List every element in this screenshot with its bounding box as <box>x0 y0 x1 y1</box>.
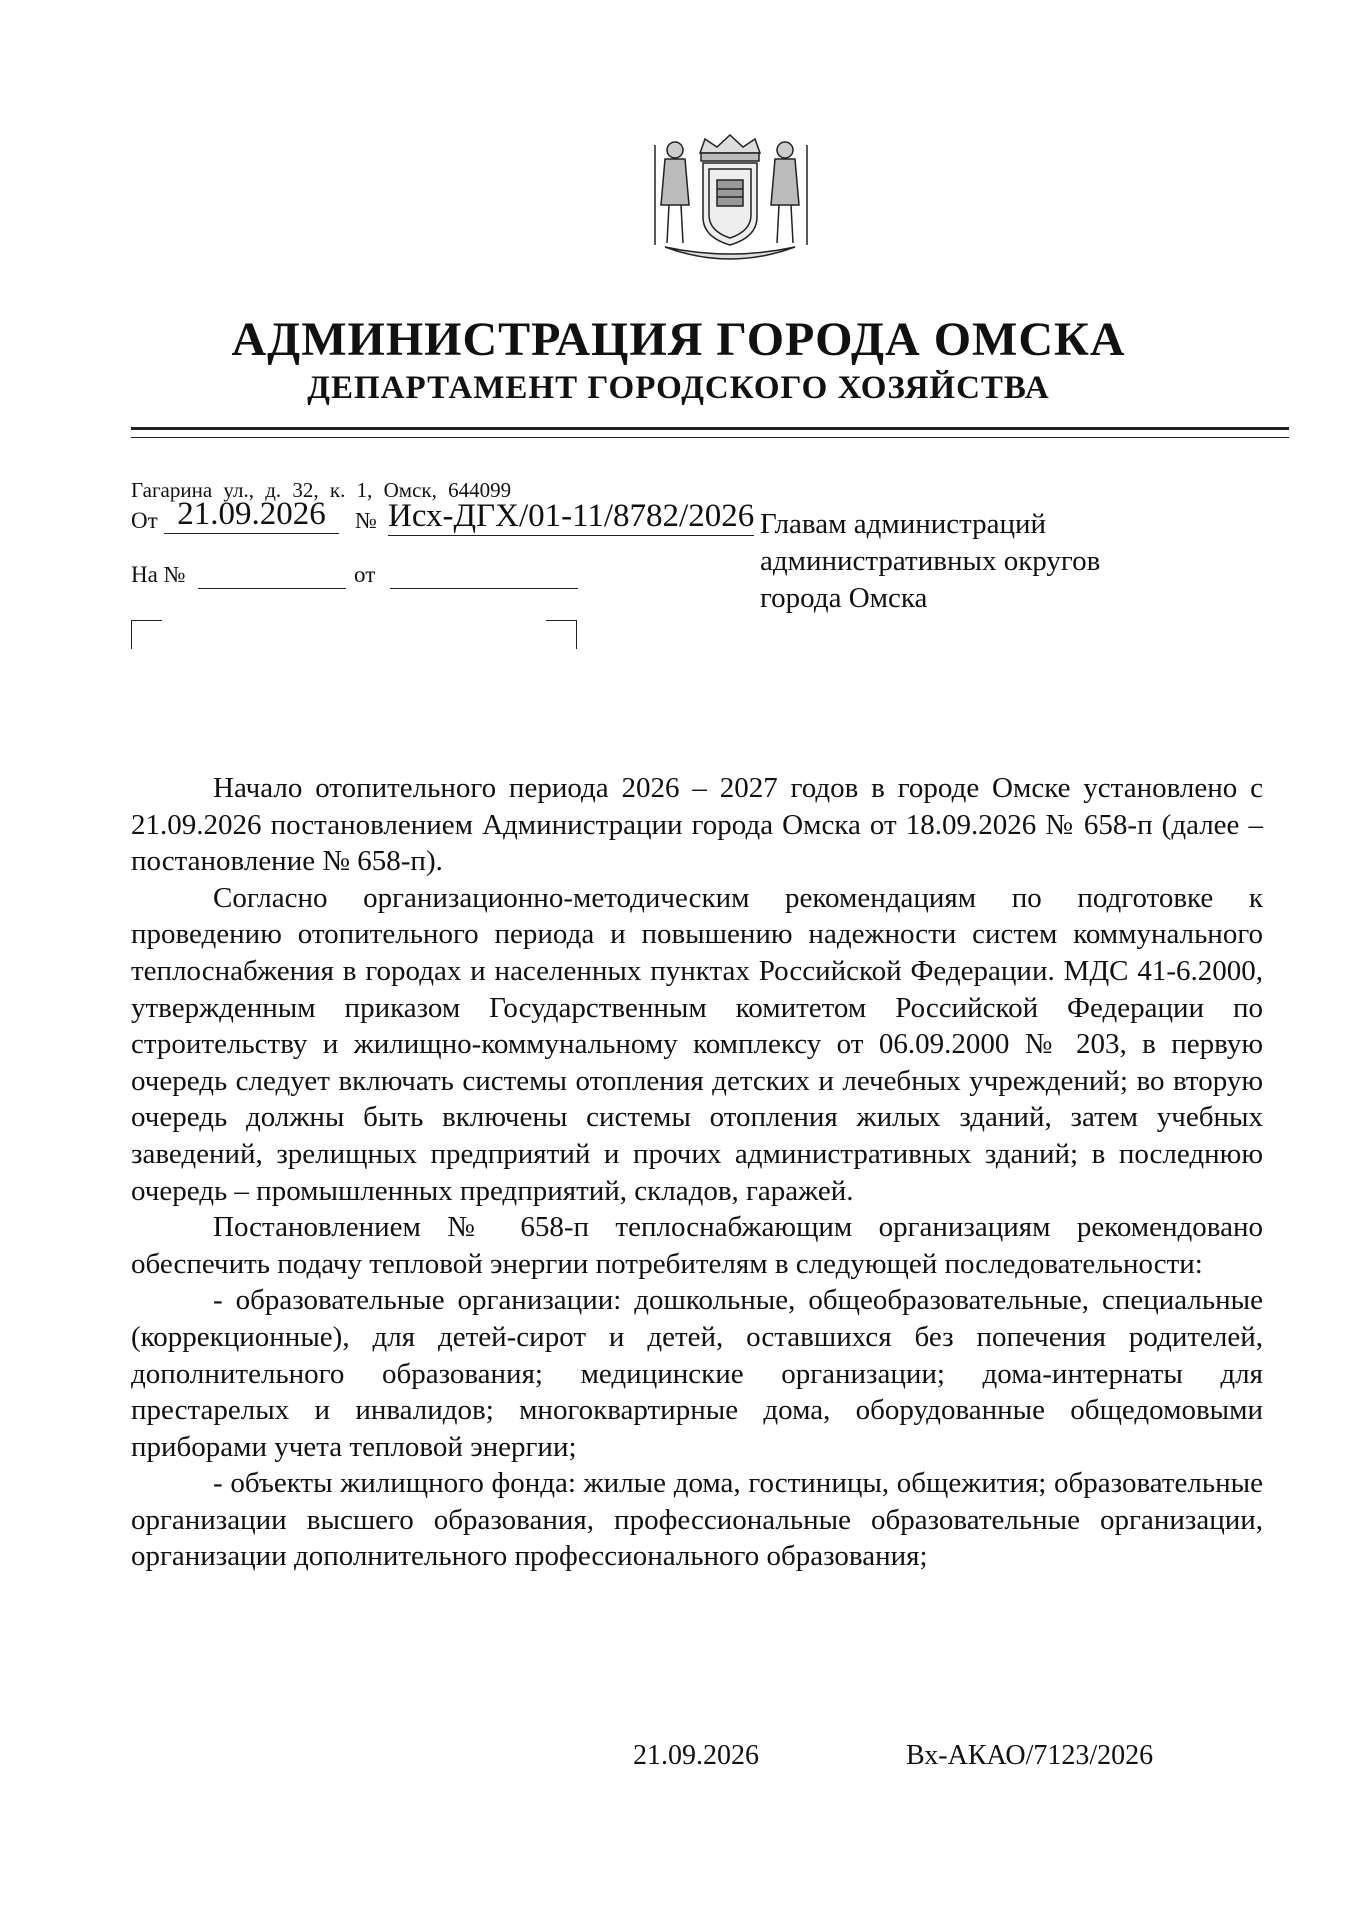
organization-title: АДМИНИСТРАЦИЯ ГОРОДА ОМСКА <box>231 313 1126 366</box>
body-paragraph: Постановлением № 658-п теплоснабжающим организациям рекомендовано обеспечить подачу тепловой энергии потребителям в следующей последовательности: <box>131 1211 1263 1280</box>
addressee-line: Главам администраций <box>760 508 1047 540</box>
incoming-number: Вх-АКАО/7123/2026 <box>906 1740 1154 1771</box>
from-label: От <box>131 508 158 533</box>
number-sign: № <box>355 508 377 533</box>
city-coat-of-arms-emblem <box>625 125 835 275</box>
reply-from-label: от <box>354 562 376 587</box>
reply-date-blank <box>390 562 578 589</box>
header-rule-thin <box>131 437 1289 438</box>
letter-body <box>131 770 1263 1575</box>
addressee-line: административных округов <box>760 545 1101 577</box>
incoming-date: 21.09.2026 <box>633 1740 759 1771</box>
body-list-item: - объекты жилищного фонда: жилые дома, гостиницы, общежития; образовательные организации высшего образования, профессиональные образовательные организации, организации дополнительного профессионального образования; <box>131 1467 1263 1573</box>
reply-number-blank <box>198 562 346 589</box>
corner-mark-right <box>546 620 577 649</box>
header-rule-thick <box>131 427 1289 430</box>
department-address: Гагарина ул., д. 32, к. 1, Омск, 644099 <box>131 478 512 502</box>
outgoing-number: Исх-ДГХ/01-11/8782/2026 <box>388 498 755 534</box>
body-list-item: - образовательные организации: дошкольные, общеобразовательные, специальные (коррекционные), для детей-сирот и детей, оставшихся без попечения родителей, дополнительного образования; медицинские организации; дома-интернаты для престарелых и инвалидов; многоквартирные дома, оборудованные общедомовыми приборами учета тепловой энергии; <box>131 1284 1263 1463</box>
body-paragraph: Согласно организационно-методическим рекомендациям по подготовке к проведению отопительного периода и повышению надежности систем коммунального теплоснабжения в городах и населенных пунктах Российской Федерации. МДС 41-6.2000, утвержденным приказом Государственным комитетом Российской Федерации по строительству и жилищно-коммунальному комплексу от 06.09.2000 № 203, в первую очередь следует включать системы отопления детских и лечебных учреждений; во вторую очередь должны быть включены системы отопления жилых зданий, затем учебных заведений, зрелищных предприятий и прочих административных зданий; в последнюю очередь – промышленных предприятий, складов, гаражей. <box>131 881 1263 1207</box>
body-paragraph: Начало отопительного периода 2026 – 2027 годов в городе Омске установлено с 21.09.2026 постановлением Администрации города Омска от 18.09.2026 № 658-п (далее – постановление № 658-п). <box>131 772 1263 878</box>
department-title: ДЕПАРТАМЕНТ ГОРОДСКОГО ХОЗЯЙСТВА <box>307 370 1050 406</box>
addressee-line: города Омска <box>760 582 928 614</box>
corner-mark-left <box>131 620 162 649</box>
addressee-block <box>760 506 1100 617</box>
outgoing-date: 21.09.2026 <box>164 496 339 534</box>
reply-number-label: На № <box>131 562 186 587</box>
